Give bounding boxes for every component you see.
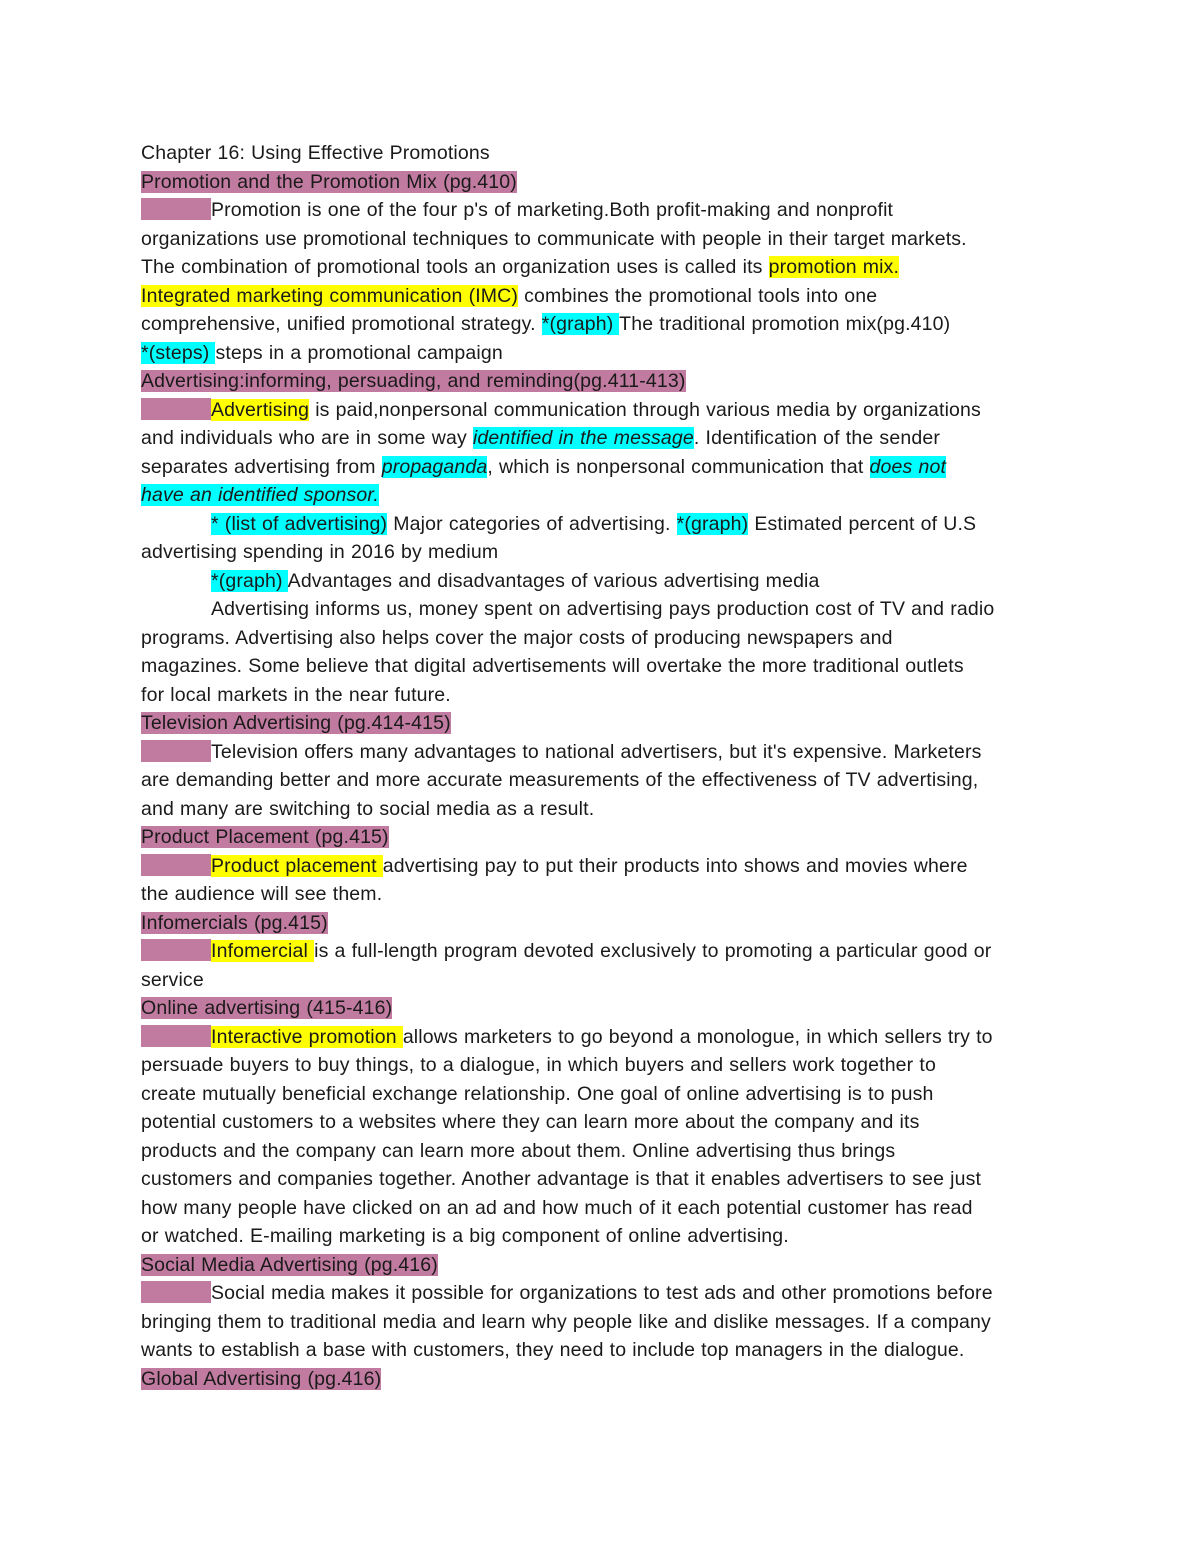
paragraph-line: customers and companies together. Another advantage is that it enables advertisers to see just [141, 1168, 982, 1190]
heading-promotion-mix: Promotion and the Promotion Mix (pg.410) [141, 170, 517, 193]
text-run: Major categories of advertising. [387, 512, 677, 535]
heading-online-advertising: Online advertising (415-416) [141, 997, 393, 1019]
paragraph-line [141, 282, 1071, 311]
section-heading [141, 168, 1071, 197]
heading-infomercials: Infomercials (pg.415) [141, 911, 328, 934]
text-run: is paid,nonpersonal communication through various media by organizations [309, 398, 981, 421]
text-run: Estimated percent of U.S [748, 512, 977, 535]
paragraph-line: magazines. Some believe that digital advertisements will overtake the more traditional outlets [141, 655, 964, 677]
heading-global-advertising: Global Advertising (pg.416) [141, 1367, 382, 1390]
text-run: Advertising informs us, money spent on advertising pays production cost of TV and radio [211, 598, 995, 620]
paragraph-line: advertising spending in 2016 by medium [141, 541, 499, 563]
paragraph-line [141, 738, 1071, 767]
paragraph-line: service [141, 968, 204, 991]
term-identified-sponsor: have an identified sponsor. [141, 484, 379, 506]
term-promotion-mix: promotion mix. [768, 256, 900, 278]
tab-highlight [141, 398, 211, 420]
paragraph-line [141, 196, 1071, 225]
section-heading [141, 709, 1071, 738]
section-heading [141, 1365, 1071, 1394]
paragraph-line [141, 937, 1071, 966]
paragraph-line [141, 595, 1071, 624]
tab-highlight [141, 1281, 211, 1303]
section-heading [141, 1251, 1071, 1280]
paragraph-line: bringing them to traditional media and learn why people like and dislike messages. If a company [141, 1310, 991, 1333]
paragraph-line [141, 253, 1071, 282]
tab-highlight [141, 740, 211, 762]
paragraph-line: the audience will see them. [141, 883, 383, 905]
term-infomercial: Infomercial [211, 940, 315, 962]
section-heading [141, 367, 1071, 396]
heading-product-placement: Product Placement (pg.415) [141, 826, 389, 848]
paragraph-line: for local markets in the near future. [141, 683, 451, 706]
paragraph-line: or watched. E-mailing marketing is a big component of online advertising. [141, 1225, 789, 1247]
section-heading [141, 909, 1071, 938]
paragraph-line [141, 510, 1071, 539]
text-run: combines the promotional tools into one [518, 284, 878, 307]
paragraph-line: and many are switching to social media as a result. [141, 797, 595, 820]
term-does-not: does not [869, 455, 947, 478]
heading-television-advertising: Television Advertising (pg.414-415) [141, 712, 451, 734]
text-run: Promotion is one of the four p's of marketing.Both profit-making and nonprofit [211, 199, 894, 221]
heading-advertising: Advertising:informing, persuading, and reminding(pg.411-413) [141, 370, 686, 392]
text-run: advertising pay to put their products into shows and movies where [382, 854, 968, 877]
paragraph-line [141, 1279, 1071, 1308]
reference-graph: *(graph) [211, 569, 288, 592]
section-heading [141, 823, 1071, 852]
paragraph-line [141, 424, 1071, 453]
paragraph-line [141, 396, 1071, 425]
term-identified-in-message: identified in the message [472, 427, 694, 449]
chapter-title: Chapter 16: Using Effective Promotions [141, 142, 490, 164]
paragraph-line [141, 852, 1071, 881]
tab-highlight [141, 198, 211, 220]
paragraph-line [141, 1023, 1071, 1052]
reference-graph: *(graph) [541, 313, 620, 335]
paragraph-line: how many people have clicked on an ad and how much of it each potential customer has read [141, 1196, 973, 1219]
text-run: . Identification of the sender [693, 427, 940, 449]
paragraph-line [141, 453, 1071, 482]
paragraph-line: potential customers to a websites where they can learn more about the company and its [141, 1111, 920, 1133]
reference-list-of-advertising: * (list of advertising) [211, 512, 388, 535]
text-run: Social media makes it possible for organizations to test ads and other promotions before [211, 1282, 993, 1304]
term-imc: Integrated marketing communication (IMC) [141, 284, 519, 307]
text-run: Television offers many advantages to national advertisers, but it's expensive. Marketers [211, 740, 982, 763]
text-run: allows marketers to go beyond a monologue, in which sellers try to [402, 1025, 993, 1048]
tab-highlight [141, 1025, 211, 1047]
text-run: comprehensive, unified promotional strategy. [141, 313, 542, 335]
tab-highlight [141, 939, 211, 961]
text-run: Advantages and disadvantages of various advertising media [287, 569, 820, 592]
paragraph-line: create mutually beneficial exchange relationship. One goal of online advertising is to push [141, 1082, 934, 1105]
paragraph-line: persuade buyers to buy things, to a dialogue, in which buyers and sellers work together to [141, 1054, 936, 1076]
paragraph-line [141, 567, 1071, 596]
tab-highlight [141, 854, 211, 876]
term-propaganda: propaganda [381, 455, 488, 478]
text-run: steps in a promotional campaign [215, 341, 503, 364]
paragraph-line [141, 481, 1071, 510]
reference-graph: *(graph) [676, 512, 749, 535]
paragraph-line [141, 310, 1071, 339]
text-run: , which is nonpersonal communication that [487, 455, 870, 478]
term-interactive-promotion: Interactive promotion [211, 1025, 403, 1048]
term-product-placement: Product placement [211, 854, 383, 877]
document-body [141, 139, 1071, 1393]
reference-steps: *(steps) [141, 341, 216, 364]
text-run: The combination of promotional tools an organization uses is called its [141, 256, 769, 278]
term-advertising: Advertising [211, 398, 310, 421]
heading-social-media-advertising: Social Media Advertising (pg.416) [141, 1253, 438, 1276]
text-run: separates advertising from [141, 455, 382, 478]
section-heading [141, 994, 1071, 1023]
text-run: and individuals who are in some way [141, 427, 473, 449]
paragraph-line: organizations use promotional techniques to communicate with people in their target markets. [141, 227, 967, 250]
paragraph-line: programs. Advertising also helps cover the major costs of producing newspapers and [141, 626, 893, 649]
paragraph-line: wants to establish a base with customers, they need to include top managers in the dialogue. [141, 1339, 965, 1361]
paragraph-line: are demanding better and more accurate measurements of the effectiveness of TV advertising, [141, 769, 979, 791]
text-run: The traditional promotion mix(pg.410) [619, 313, 951, 335]
paragraph-line [141, 339, 1071, 368]
paragraph-line: products and the company can learn more about them. Online advertising thus brings [141, 1139, 896, 1162]
text-run: is a full-length program devoted exclusively to promoting a particular good or [314, 940, 992, 962]
